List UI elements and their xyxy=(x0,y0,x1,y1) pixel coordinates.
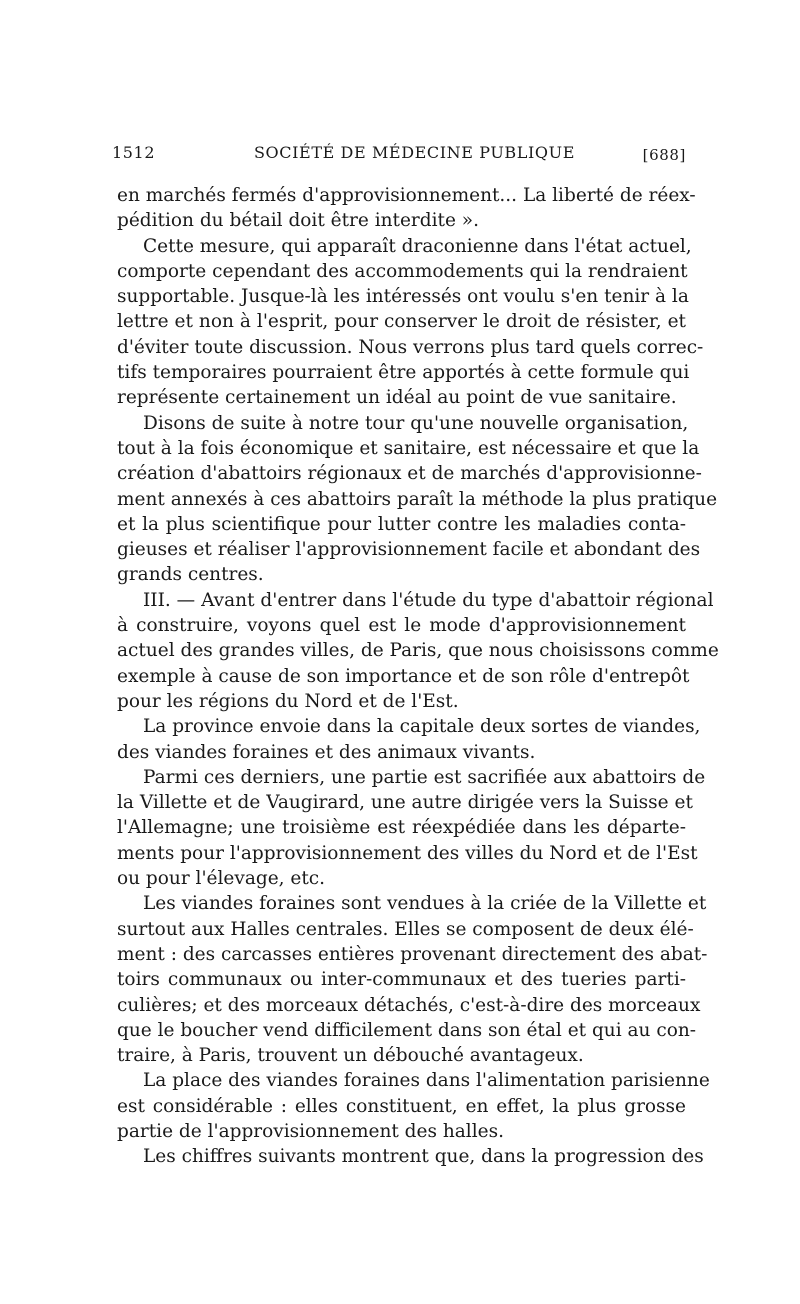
text-line: La place des viandes foraines dans l'alimentation parisienne xyxy=(143,1070,710,1092)
text-line: toirs communaux ou inter-communaux et des tueries parti- xyxy=(117,969,686,991)
text-line: et la plus scientifique pour lutter contre les maladies conta- xyxy=(117,513,686,535)
body-text xyxy=(117,183,719,1170)
text-line: ment annexés à ces abattoirs paraît la méthode la plus pratique xyxy=(117,488,718,510)
text-line: exemple à cause de son importance et de son rôle d'entrepôt xyxy=(117,665,690,687)
text-line: Disons de suite à notre tour qu'une nouvelle organisation, xyxy=(143,412,689,434)
text-line: traire, à Paris, trouvent un débouché avantageux. xyxy=(117,1045,584,1067)
text-line: La province envoie dans la capitale deux sortes de viandes, xyxy=(143,716,701,738)
text-line: Cette mesure, qui apparaît draconienne dans l'état actuel, xyxy=(143,235,692,257)
text-line: des viandes foraines et des animaux vivants. xyxy=(117,741,536,763)
page-header xyxy=(112,143,686,167)
text-line: supportable. Jusque-là les intéressés ont voulu s'en tenir à la xyxy=(117,286,689,308)
text-line: en marchés fermés d'approvisionnement... La liberté de réex- xyxy=(117,185,696,206)
text-line: création d'abattoirs régionaux et de marchés d'approvisionne- xyxy=(117,463,702,485)
page-number: 1512 xyxy=(112,143,156,162)
text-line: tout à la fois économique et sanitaire, est nécessaire et que la xyxy=(117,437,700,459)
text-line: ment : des carcasses entières provenant directement des abat- xyxy=(117,943,708,965)
text-line: est considérable : elles constituent, en effet, la plus grosse xyxy=(117,1095,686,1117)
text-line: III. — Avant d'entrer dans l'étude du type d'abattoir régional xyxy=(143,589,714,611)
text-line: l'Allemagne; une troisième est réexpédiée dans les départe- xyxy=(117,817,686,839)
text-line: à construire, voyons quel est le mode d'approvisionnement xyxy=(117,615,686,637)
running-title: SOCIÉTÉ DE MÉDECINE PUBLIQUE xyxy=(254,143,576,162)
text-line: culières; et des morceaux détachés, c'est-à-dire des morceaux xyxy=(117,994,701,1016)
text-line: représente certainement un idéal au point de vue sanitaire. xyxy=(117,387,677,409)
text-line: pédition du bétail doit être interdite ». xyxy=(117,210,479,232)
text-line: ments pour l'approvisionnement des villes du Nord et de l'Est xyxy=(117,842,698,864)
text-line: ou pour l'élevage, etc. xyxy=(117,868,326,890)
text-line: lettre et non à l'esprit, pour conserver le droit de résister, et xyxy=(117,311,686,333)
text-line: surtout aux Halles centrales. Elles se composent de deux élé- xyxy=(117,918,694,940)
text-line: comporte cependant des accommodements qui la rendraient xyxy=(117,260,688,282)
text-line: partie de l'approvisionnement des halles. xyxy=(117,1120,504,1142)
page-reference: [688] xyxy=(642,146,686,164)
text-line: actuel des grandes villes, de Paris, que nous choisissons comme xyxy=(117,640,719,662)
text-line: tifs temporaires pourraient être apportés à cette formule qui xyxy=(117,362,690,384)
text-line: Parmi ces derniers, une partie est sacrifiée aux abattoirs de xyxy=(143,766,706,788)
text-line: Les viandes foraines sont vendues à la criée de la Villette et xyxy=(143,893,707,915)
text-line: d'éviter toute discussion. Nous verrons plus tard quels correc- xyxy=(117,336,704,358)
text-line: la Villette et de Vaugirard, une autre dirigée vers la Suisse et xyxy=(117,792,693,814)
text-line: grands centres. xyxy=(117,564,264,586)
text-line: pour les régions du Nord et de l'Est. xyxy=(117,690,459,712)
text-line: Les chiffres suivants montrent que, dans la progression des xyxy=(143,1146,704,1168)
text-line: que le boucher vend difficilement dans son étal et qui au con- xyxy=(117,1019,697,1041)
text-line: gieuses et réaliser l'approvisionnement facile et abondant des xyxy=(117,539,701,561)
